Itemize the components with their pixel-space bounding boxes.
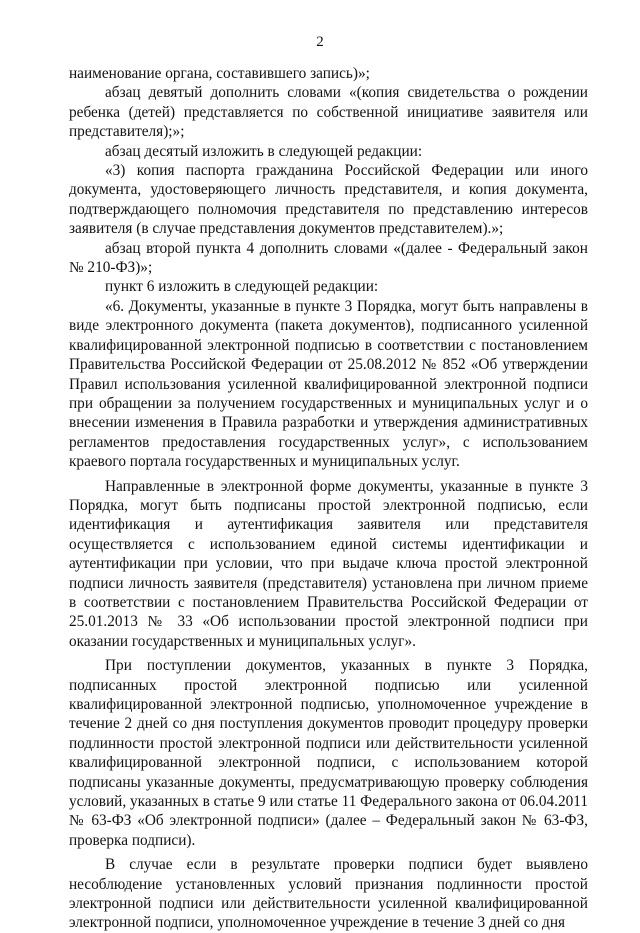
paragraph-simple-signature: Направленные в электронной форме документы, указанные в пункте 3 Порядка, могут быть подписаны простой электронной подписью, если идентификация и аутентификация заявителя или представителя осуществляется с использованием единой системы идентификации и аутентификации при условии, что при выдаче ключа простой электронной подписи личность заявителя (представителя) установлена при личном приеме в соответствии с постановлением Правительства Российской Федерации от 25.01.2013 № 33 «Об использовании простой электронной подписи при оказании государственных и муниципальных услуг».: [69, 477, 588, 650]
paragraph-signature-verification: При поступлении документов, указанных в пункте 3 Порядка, подписанных простой электронной подписью или усиленной квалифицированной электронной подписью, уполномоченное учреждение в течение 2 дней со дня поступления документов проводит процедуру проверки подлинности простой электронной подписи или действительности усиленной квалифицированной электронной подписи, с использованием которой подписаны указанные документы, предусматривающую проверку соблюдения условий, указанных в статье 9 или статье 11 Федерального закона от 06.04.2011 № 63-ФЗ «Об электронной подписи» (далее – Федеральный закон № 63-ФЗ, проверка подписи).: [69, 657, 588, 849]
paragraph-tenth-clause-intro: абзац десятый изложить в следующей редакции:: [105, 142, 423, 160]
paragraph-verification-failure: В случае если в результате проверки подписи будет выявлено несоблюдение установленных условий признания подлинности простой электронной подписи или действительности усиленной квалифицированной электронной подписи, уполномоченное учреждение в течение 3 дней со дня: [69, 856, 588, 932]
paragraph-continuation: наименование органа, составившего запись)»;: [69, 65, 370, 82]
paragraph-point-6-intro: пункт 6 изложить в следующей редакции:: [105, 278, 379, 296]
paragraph-point-4-amendment: абзац второй пункта 4 дополнить словами «(далее - Федеральный закон № 210-ФЗ)»;: [69, 239, 588, 277]
page-number: 2: [316, 34, 324, 50]
paragraph-point-6-text: «6. Документы, указанные в пункте 3 Порядка, могут быть направлены в виде электронного документа (пакета документов), подписанного усиленной квалифицированной электронной подписью в соответствии с постановлением Правительства Российской Федерации от 25.08.2012 № 852 «Об утверждении Правил использования усиленной квалифицированной электронной подписи при обращении за получением государственных и муниципальных услуг и о внесении изменения в Правила разработки и утверждения административных регламентов предоставления государственных услуг», с использованием краевого портала государственных и муниципальных услуг.: [69, 297, 588, 471]
paragraph-passport-copy: «3) копия паспорта гражданина Российской Федерации или иного документа, удостоверяющего личность представителя, и копия документа, подтверждающего полномочия представителя по представлению интересов заявителя (в случае представления документов представителем).»;: [69, 162, 588, 238]
paragraph-amend-ninth-clause: абзац девятый дополнить словами «(копия свидетельства о рождении ребенка (детей) представляется по собственной инициативе заявителя или представителя);»;: [69, 84, 588, 141]
document-body: [69, 64, 588, 933]
